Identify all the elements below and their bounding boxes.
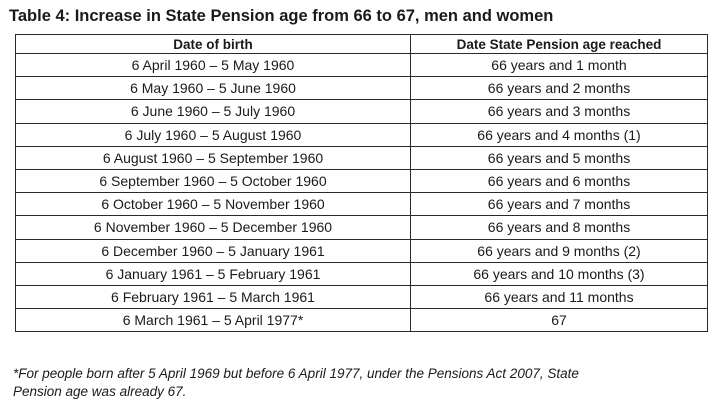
cell-date-of-birth: 6 September 1960 – 5 October 1960 [16,169,411,192]
cell-pension-age: 66 years and 11 months [411,285,708,308]
cell-date-of-birth: 6 May 1960 – 5 June 1960 [16,77,411,100]
column-header-pension-age-reached: Date State Pension age reached [411,35,708,54]
cell-pension-age: 66 years and 3 months [411,100,708,123]
table-row [16,123,708,146]
table-row [16,239,708,262]
cell-pension-age: 66 years and 5 months [411,146,708,169]
footnote-line-2: Pension age was already 67. [13,384,187,399]
cell-date-of-birth: 6 November 1960 – 5 December 1960 [16,216,411,239]
pension-age-table [15,34,708,332]
cell-date-of-birth: 6 April 1960 – 5 May 1960 [16,54,411,77]
cell-date-of-birth: 6 January 1961 – 5 February 1961 [16,262,411,285]
table-row [16,309,708,332]
table-row [16,169,708,192]
column-header-date-of-birth: Date of birth [16,35,411,54]
cell-date-of-birth: 6 August 1960 – 5 September 1960 [16,146,411,169]
cell-date-of-birth: 6 June 1960 – 5 July 1960 [16,100,411,123]
table-row [16,54,708,77]
table-row [16,262,708,285]
table-header-row [16,35,708,54]
table-row [16,285,708,308]
table-row [16,193,708,216]
cell-date-of-birth: 6 July 1960 – 5 August 1960 [16,123,411,146]
cell-pension-age: 66 years and 7 months [411,193,708,216]
cell-pension-age: 66 years and 9 months (2) [411,239,708,262]
cell-pension-age: 66 years and 1 month [411,54,708,77]
table-row [16,77,708,100]
cell-pension-age: 66 years and 8 months [411,216,708,239]
table-title: Table 4: Increase in State Pension age from 66 to 67, men and women [9,7,554,25]
cell-pension-age: 66 years and 2 months [411,77,708,100]
cell-date-of-birth: 6 December 1960 – 5 January 1961 [16,239,411,262]
footnote-line-1: *For people born after 5 April 1969 but before 6 April 1977, under the Pensions Act 2007, State [13,366,579,381]
table-row [16,216,708,239]
cell-pension-age: 67 [411,309,708,332]
table-row [16,146,708,169]
cell-date-of-birth: 6 March 1961 – 5 April 1977* [16,309,411,332]
cell-pension-age: 66 years and 10 months (3) [411,262,708,285]
cell-pension-age: 66 years and 6 months [411,169,708,192]
cell-pension-age: 66 years and 4 months (1) [411,123,708,146]
cell-date-of-birth: 6 February 1961 – 5 March 1961 [16,285,411,308]
cell-date-of-birth: 6 October 1960 – 5 November 1960 [16,193,411,216]
table-row [16,100,708,123]
footnote [13,365,713,401]
